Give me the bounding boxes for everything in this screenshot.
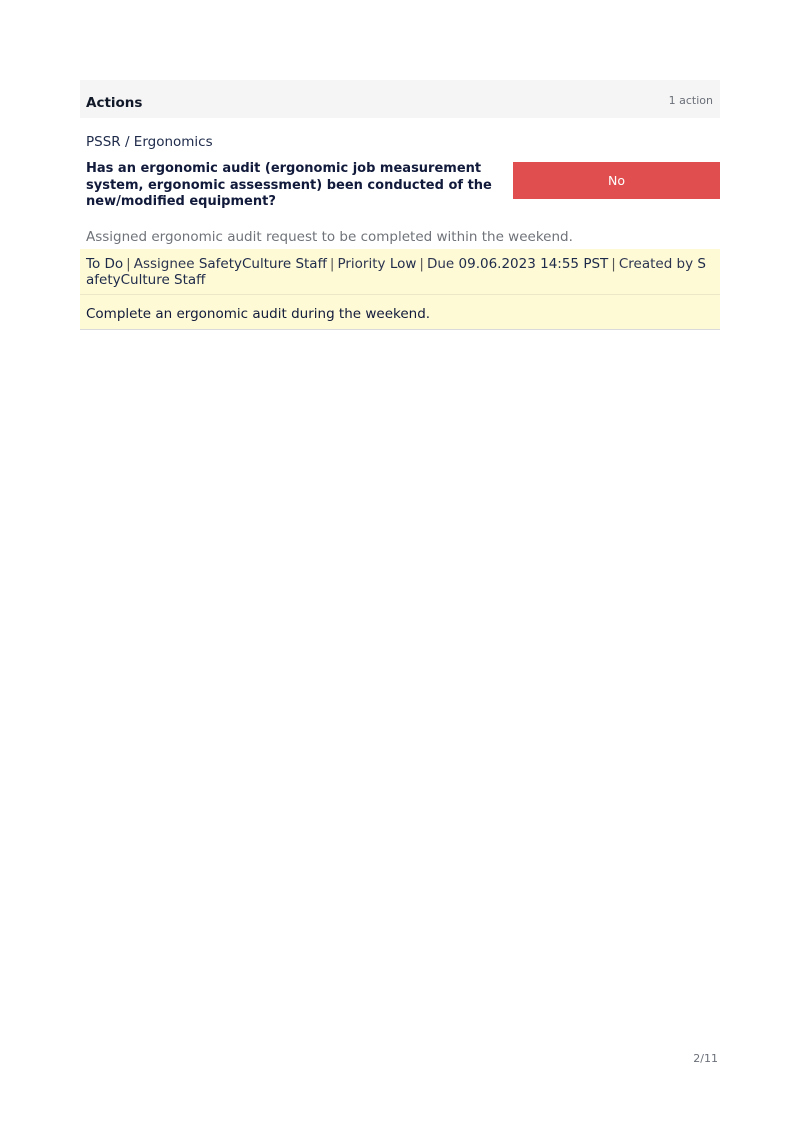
question-row: [80, 161, 720, 211]
separator: |: [329, 255, 335, 272]
separator: |: [419, 255, 424, 272]
due-label: Due: [426, 255, 455, 272]
answer-badge: No: [513, 162, 720, 199]
separator: |: [126, 255, 131, 272]
breadcrumb: PSSR / Ergonomics: [86, 134, 213, 150]
action-details[interactable]: [80, 249, 720, 295]
actions-section-header: [80, 80, 720, 118]
report-page: [80, 80, 720, 330]
question-text: Has an ergonomic audit (ergonomic job measurement system, ergonomic assessment) been conducted of the new/modified equipment?: [86, 161, 492, 209]
action-status: To Do: [86, 255, 124, 272]
assignee-label: Assignee: [133, 255, 195, 272]
created-by-value: SafetyCulture Staff: [86, 255, 706, 288]
page-number: 2/11: [693, 1052, 718, 1065]
created-by-label: Created by: [618, 255, 694, 272]
section-title: Actions: [86, 95, 143, 111]
action-title[interactable]: Complete an ergonomic audit during the weekend.: [80, 295, 720, 330]
response-note: Assigned ergonomic audit request to be completed within the weekend.: [86, 228, 573, 245]
action-count: 1 action: [668, 94, 713, 107]
assignee-value: SafetyCulture Staff: [198, 255, 327, 272]
separator: |: [611, 255, 616, 272]
due-value: 09.06.2023 14:55 PST: [458, 255, 609, 272]
priority-value: Low: [389, 255, 417, 272]
priority-label: Priority: [337, 255, 386, 272]
